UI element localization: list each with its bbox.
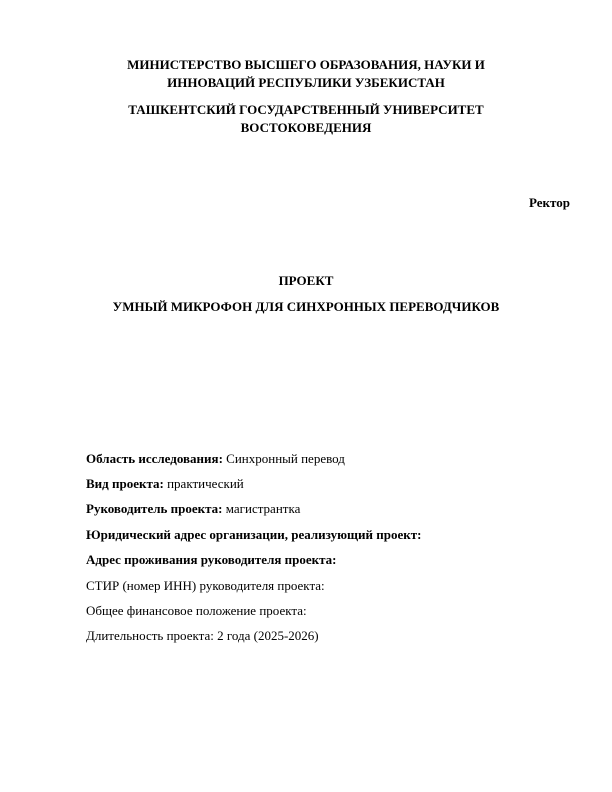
detail-label: Юридический адрес организации, реализующий проект: [86,527,422,542]
detail-value: Длительность проекта: 2 года (2025-2026) [86,628,319,643]
detail-project-type [86,476,244,492]
detail-value: Общее финансовое положение проекта: [86,603,307,618]
detail-duration [86,628,319,644]
detail-tax-id [86,578,325,594]
project-label: ПРОЕКТ [278,273,334,288]
detail-value: СТИР (номер ИНН) руководителя проекта: [86,578,325,593]
detail-value: Синхронный перевод [222,451,345,466]
detail-legal-address [86,527,421,543]
university-line-2: ВОСТОКОВЕДЕНИЯ [240,120,372,135]
detail-label: Адрес проживания руководителя проекта: [86,552,337,567]
detail-project-lead [86,501,300,517]
ministry-line-2: ИННОВАЦИЙ РЕСПУБЛИКИ УЗБЕКИСТАН [167,75,445,90]
university-line-1: ТАШКЕНТСКИЙ ГОСУДАРСТВЕННЫЙ УНИВЕРСИТЕТ [128,102,484,117]
detail-lead-address [86,552,337,568]
detail-label: Руководитель проекта: [86,501,223,516]
detail-value: практический [163,476,244,491]
detail-value: магистрантка [222,501,301,516]
detail-label: Вид проекта: [86,476,164,491]
detail-label: Область исследования: [86,451,223,466]
rector-label: Ректор [529,195,570,210]
ministry-line-1: МИНИСТЕРСТВО ВЫСШЕГО ОБРАЗОВАНИЯ, НАУКИ И [127,57,485,72]
project-title: УМНЫЙ МИКРОФОН ДЛЯ СИНХРОННЫХ ПЕРЕВОДЧИКОВ [112,299,500,314]
detail-financial-status [86,603,307,619]
detail-research-area [86,451,345,467]
